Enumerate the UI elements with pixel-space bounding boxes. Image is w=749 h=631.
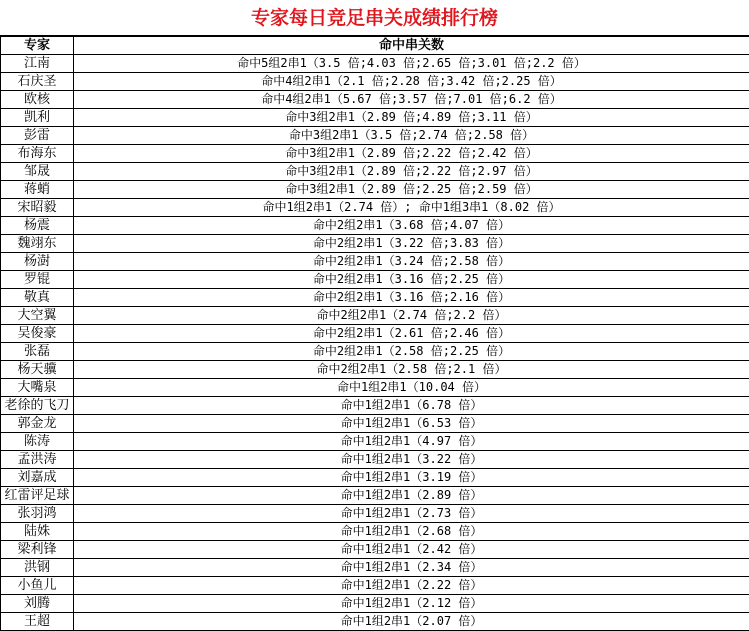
page-title: 专家每日竞足串关成绩排行榜 [0, 0, 749, 36]
table-row [1, 127, 749, 145]
table-row [1, 325, 749, 343]
hit-detail-cell: 命中1组2串1（2.73 倍） [74, 505, 749, 523]
table-row [1, 217, 749, 235]
table-row [1, 235, 749, 253]
hit-detail-cell: 命中1组2串1（2.22 倍） [74, 577, 749, 595]
table-row [1, 55, 749, 73]
expert-name-cell: 孟洪涛 [1, 451, 74, 469]
table-row [1, 577, 749, 595]
table-row [1, 109, 749, 127]
table-row [1, 415, 749, 433]
table-row [1, 343, 749, 361]
expert-name-cell: 刘腾 [1, 595, 74, 613]
hit-detail-cell: 命中1组2串1（2.68 倍） [74, 523, 749, 541]
expert-name-cell: 陆姝 [1, 523, 74, 541]
hit-detail-cell: 命中3组2串1（3.5 倍;2.74 倍;2.58 倍） [74, 127, 749, 145]
hit-detail-cell: 命中1组2串1（10.04 倍） [74, 379, 749, 397]
table-row [1, 379, 749, 397]
hit-detail-cell: 命中1组2串1（2.74 倍）; 命中1组3串1（8.02 倍） [74, 199, 749, 217]
hit-detail-cell: 命中1组2串1（6.53 倍） [74, 415, 749, 433]
hit-detail-cell: 命中4组2串1（5.67 倍;3.57 倍;7.01 倍;6.2 倍） [74, 91, 749, 109]
hit-detail-cell: 命中2组2串1（2.61 倍;2.46 倍） [74, 325, 749, 343]
table-row [1, 397, 749, 415]
expert-name-cell: 小鱼儿 [1, 577, 74, 595]
table-row [1, 253, 749, 271]
table-row [1, 505, 749, 523]
hit-detail-cell: 命中2组2串1（3.16 倍;2.16 倍） [74, 289, 749, 307]
table-body [1, 55, 749, 631]
hit-detail-cell: 命中1组2串1（2.34 倍） [74, 559, 749, 577]
expert-name-cell: 杨天骥 [1, 361, 74, 379]
hit-detail-cell: 命中3组2串1（2.89 倍;2.22 倍;2.97 倍） [74, 163, 749, 181]
hit-detail-cell: 命中2组2串1（2.58 倍;2.1 倍） [74, 361, 749, 379]
hit-detail-cell: 命中2组2串1（2.74 倍;2.2 倍） [74, 307, 749, 325]
expert-name-cell: 宋昭毅 [1, 199, 74, 217]
hit-detail-cell: 命中1组2串1（2.12 倍） [74, 595, 749, 613]
hit-detail-cell: 命中1组2串1（2.89 倍） [74, 487, 749, 505]
header-expert: 专家 [1, 37, 74, 55]
expert-name-cell: 张羽鸿 [1, 505, 74, 523]
expert-name-cell: 彭雷 [1, 127, 74, 145]
hit-detail-cell: 命中1组2串1（6.78 倍） [74, 397, 749, 415]
expert-name-cell: 洪钢 [1, 559, 74, 577]
expert-name-cell: 郭金龙 [1, 415, 74, 433]
expert-name-cell: 杨震 [1, 217, 74, 235]
expert-name-cell: 罗锟 [1, 271, 74, 289]
expert-name-cell: 吴俊豪 [1, 325, 74, 343]
expert-name-cell: 蒋蛸 [1, 181, 74, 199]
hit-detail-cell: 命中4组2串1（2.1 倍;2.28 倍;3.42 倍;2.25 倍） [74, 73, 749, 91]
expert-name-cell: 张磊 [1, 343, 74, 361]
table-row [1, 307, 749, 325]
table-row [1, 91, 749, 109]
table-row [1, 433, 749, 451]
header-hits: 命中串关数 [74, 37, 749, 55]
expert-name-cell: 王超 [1, 613, 74, 631]
hit-detail-cell: 命中2组2串1（3.68 倍;4.07 倍） [74, 217, 749, 235]
table-row [1, 289, 749, 307]
ranking-table [0, 36, 749, 631]
table-row [1, 541, 749, 559]
table-row [1, 595, 749, 613]
expert-name-cell: 红雷评足球 [1, 487, 74, 505]
table-row [1, 181, 749, 199]
table-row [1, 451, 749, 469]
expert-name-cell: 刘嘉成 [1, 469, 74, 487]
table-row [1, 163, 749, 181]
hit-detail-cell: 命中2组2串1（3.16 倍;2.25 倍） [74, 271, 749, 289]
table-row [1, 613, 749, 631]
expert-name-cell: 布海东 [1, 145, 74, 163]
hit-detail-cell: 命中2组2串1（3.24 倍;2.58 倍） [74, 253, 749, 271]
table-row [1, 523, 749, 541]
hit-detail-cell: 命中3组2串1（2.89 倍;2.25 倍;2.59 倍） [74, 181, 749, 199]
expert-name-cell: 敬真 [1, 289, 74, 307]
expert-name-cell: 老徐的飞刀 [1, 397, 74, 415]
table-row [1, 361, 749, 379]
expert-name-cell: 邹晟 [1, 163, 74, 181]
expert-name-cell: 杨澍 [1, 253, 74, 271]
table-row [1, 73, 749, 91]
expert-name-cell: 魏翊东 [1, 235, 74, 253]
expert-name-cell: 大嘴泉 [1, 379, 74, 397]
hit-detail-cell: 命中3组2串1（2.89 倍;2.22 倍;2.42 倍） [74, 145, 749, 163]
hit-detail-cell: 命中2组2串1（2.58 倍;2.25 倍） [74, 343, 749, 361]
hit-detail-cell: 命中1组2串1（2.42 倍） [74, 541, 749, 559]
table-row [1, 145, 749, 163]
hit-detail-cell: 命中1组2串1（3.19 倍） [74, 469, 749, 487]
hit-detail-cell: 命中1组2串1（2.07 倍） [74, 613, 749, 631]
expert-name-cell: 江南 [1, 55, 74, 73]
expert-name-cell: 石庆圣 [1, 73, 74, 91]
table-header-row [1, 37, 749, 55]
table-row [1, 469, 749, 487]
expert-name-cell: 大空翼 [1, 307, 74, 325]
hit-detail-cell: 命中3组2串1（2.89 倍;4.89 倍;3.11 倍） [74, 109, 749, 127]
hit-detail-cell: 命中2组2串1（3.22 倍;3.83 倍） [74, 235, 749, 253]
table-row [1, 271, 749, 289]
expert-name-cell: 陈涛 [1, 433, 74, 451]
table-row [1, 487, 749, 505]
expert-name-cell: 凯利 [1, 109, 74, 127]
hit-detail-cell: 命中5组2串1（3.5 倍;4.03 倍;2.65 倍;3.01 倍;2.2 倍） [74, 55, 749, 73]
expert-name-cell: 梁利锋 [1, 541, 74, 559]
expert-name-cell: 欧核 [1, 91, 74, 109]
hit-detail-cell: 命中1组2串1（3.22 倍） [74, 451, 749, 469]
hit-detail-cell: 命中1组2串1（4.97 倍） [74, 433, 749, 451]
table-row [1, 199, 749, 217]
table-row [1, 559, 749, 577]
